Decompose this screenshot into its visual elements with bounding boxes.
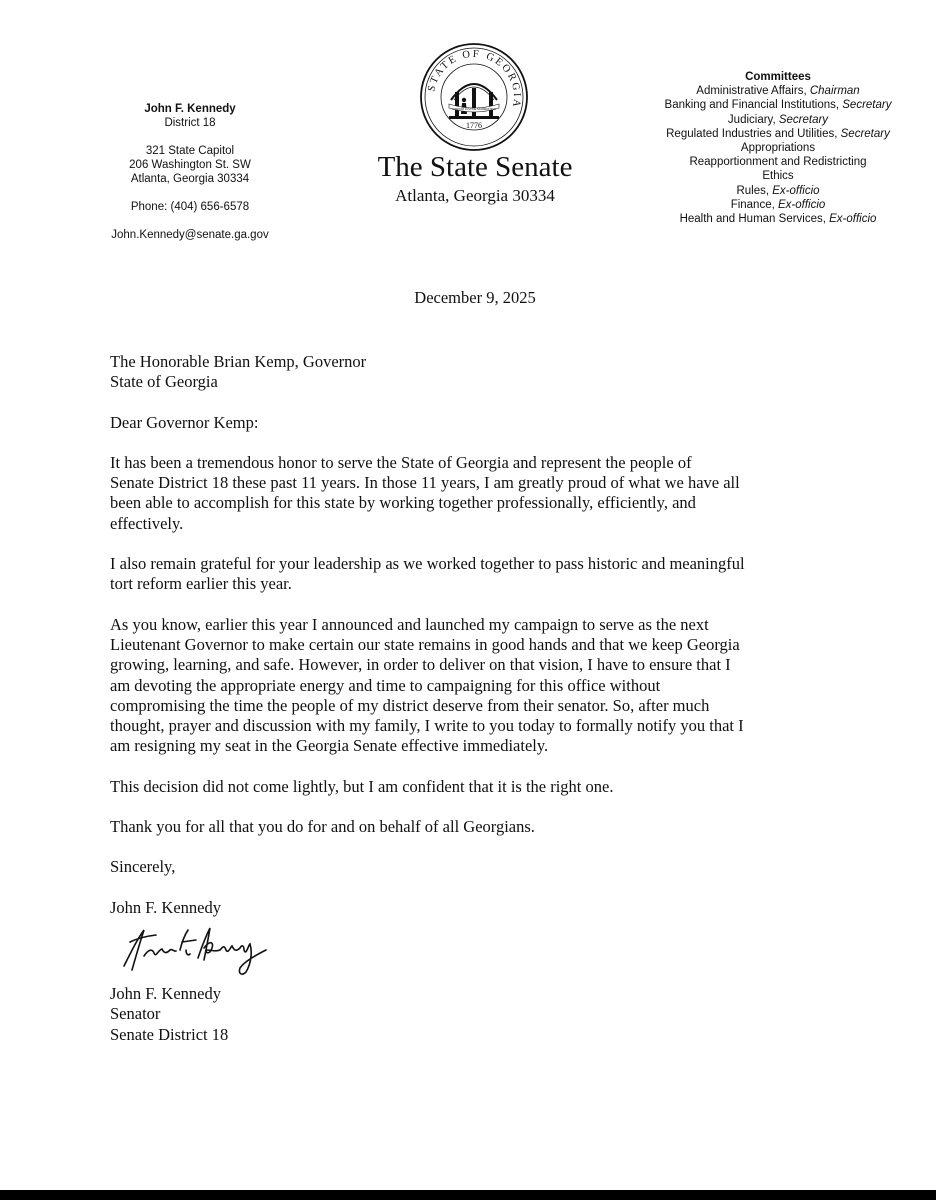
bottom-border [0,1190,936,1200]
paragraph-four: This decision did not come lightly, but I am confident that it is the right one. [110,776,614,796]
paragraph-line: effectively. [110,513,184,533]
paragraph-line: growing, learning, and safe. However, in order to deliver on that vision, I have to ensure that I [110,655,731,675]
paragraph-line: Lieutenant Governor to make certain our state remains in good hands and that we keep Georgia [110,634,740,654]
recipient-line1: The Honorable Brian Kemp, Governor [110,352,367,371]
committee-item: Finance, Ex-officio [730,198,826,211]
committees-block [620,70,936,226]
letterhead-title: The State Senate [377,151,573,183]
sender-address-line1: 321 State Capitol [145,145,235,157]
sender-email: John.Kennedy@senate.ga.gov [111,229,269,241]
letter-date: December 9, 2025 [414,288,536,307]
committee-item: Health and Human Services, Ex-officio [679,213,877,226]
signature-icon [114,920,274,978]
sender-name: John F. Kennedy [144,103,236,115]
recipient-line2: State of Georgia [110,372,218,392]
seal-year: 1776 [466,121,482,130]
sender-address-line2: 206 Washington St. SW [129,159,251,171]
paragraph-line: Senate District 18 these past 11 years. In those 11 years, I am greatly proud of what we have all [110,473,740,493]
letterhead-city: Atlanta, Georgia 30334 [395,186,555,205]
sender-address-line3: Atlanta, Georgia 30334 [130,173,250,185]
committee-item: Banking and Financial Institutions, Secretary [664,99,892,112]
paragraph-line: tort reform earlier this year. [110,574,292,594]
committee-item: Reapportionment and Redistricting [689,156,867,169]
committee-item: Judiciary, Secretary [727,113,829,126]
paragraph-line: I also remain grateful for your leadership as we worked together to pass historic and meaningful [110,554,745,574]
sender-district: District 18 [164,117,216,129]
committees-heading: Committees [745,71,811,83]
closing-name: John F. Kennedy [110,897,221,917]
signatory-name: John F. Kennedy [110,983,221,1003]
committee-item: Ethics [762,170,794,183]
committee-item: Regulated Industries and Utilities, Secretary [666,127,890,140]
paragraph-line: As you know, earlier this year I announced and launched my campaign to serve as the next [110,614,709,634]
sender-block [95,102,285,242]
paragraph-line: It has been a tremendous honor to serve the State of Georgia and represent the people of [110,452,692,472]
sender-phone: Phone: (404) 656-6578 [130,201,250,213]
seal-ring-text: STATE OF GEORGIA [426,48,523,110]
paragraph-line: compromising the time the people of my district deserve from their senator. So, after much [110,695,710,715]
paragraph-line: am resigning my seat in the Georgia Senate effective immediately. [110,736,549,756]
paragraph-line: am devoting the appropriate energy and time to campaigning for this office without [110,675,661,695]
letter-body [110,352,830,1045]
signatory-district: Senate District 18 [110,1024,229,1044]
salutation: Dear Governor Kemp: [110,412,259,432]
paragraph-line: thought, prayer and discussion with my family, I write to you today to formally notify you that I [110,716,744,736]
closing: Sincerely, [110,857,176,877]
paragraph-line: been able to accomplish for this state by working together professionally, efficiently, and [110,493,696,513]
paragraph-five: Thank you for all that you do for and on behalf of all Georgians. [110,817,535,837]
committee-item: Appropriations [740,142,816,155]
committee-item: Rules, Ex-officio [736,184,820,197]
seal-banner-text: WISDOM JUSTICE MODERATION [452,107,496,111]
committee-item: Administrative Affairs, Chairman [696,85,860,98]
signatory-title: Senator [110,1004,161,1024]
state-seal-icon [419,42,529,152]
